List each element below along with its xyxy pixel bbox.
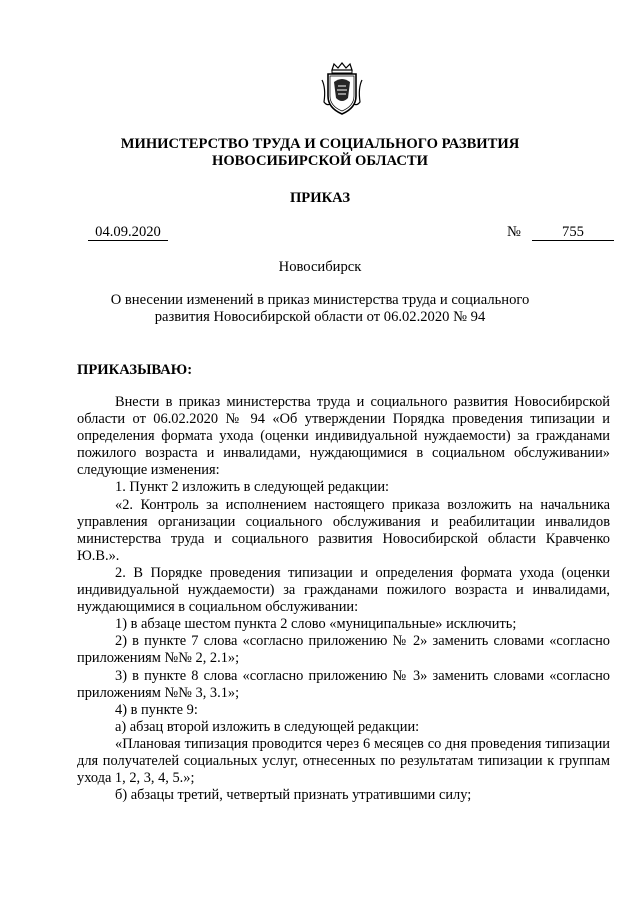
subject-line1: О внесении изменений в приказ министерства труда и социального xyxy=(110,292,530,308)
paragraph: 1. Пункт 2 изложить в следующей редакции: xyxy=(115,479,390,496)
city: Новосибирск xyxy=(278,259,362,275)
order-body xyxy=(77,394,610,804)
paragraph: 2) в пункте 7 слова «согласно приложению № 2» заменить словами «согласно приложениям №№ 2, 2.1»; xyxy=(77,633,610,667)
paragraph: 2. В Порядке проведения типизации и определения формата ухода (оценки индивидуальной нуждаемости) за гражданами пожилого возраста и инвалидами, нуждающимися в социальном обслуживании: xyxy=(77,564,610,616)
paragraph: 3) в пункте 8 слова «согласно приложению № 3» заменить словами «согласно приложениям №№ 3, 3.1»; xyxy=(77,667,610,701)
novosibirsk-coat-of-arms-icon xyxy=(320,62,364,116)
paragraph: б) абзацы третий, четвертый признать утратившими силу; xyxy=(115,787,472,804)
paragraph: «Плановая типизация проводится через 6 месяцев со дня проведения типизации для получателей социальных услуг, отнесенных по результатам типизации к группам ухода 1, 2, 3, 4, 5.»; xyxy=(77,735,610,787)
ministry-name xyxy=(0,136,640,170)
order-number: 755 xyxy=(532,224,614,241)
paragraph: Внести в приказ министерства труда и социального развития Новосибирской области от 06.02.2020 № 94 «Об утверждении Порядка проведения типизации и определения формата ухода (оценки индивидуальной нуждаемости) за гражданами пожилого возраста и инвалидами, нуждающимися в социальном обслуживании» следующие изменения: xyxy=(77,394,610,479)
order-date: 04.09.2020 xyxy=(88,224,168,241)
paragraph: 1) в абзаце шестом пункта 2 слово «муниципальные» исключить; xyxy=(115,616,517,633)
paragraph: а) абзац второй изложить в следующей редакции: xyxy=(115,718,420,735)
ministry-name-line2: НОВОСИБИРСКОЙ ОБЛАСТИ xyxy=(211,153,428,169)
order-heading: ПРИКАЗЫВАЮ: xyxy=(77,362,193,378)
paragraph: «2. Контроль за исполнением настоящего приказа возложить на начальника управления организации социального обслуживания и реабилитации инвалидов министерства труда и социального развития Новосибирской области Кравченко Ю.В.». xyxy=(77,496,610,564)
paragraph: 4) в пункте 9: xyxy=(115,701,198,718)
ministry-name-line1: МИНИСТЕРСТВО ТРУДА И СОЦИАЛЬНОГО РАЗВИТИЯ xyxy=(120,136,520,152)
number-sign: № xyxy=(507,224,521,240)
subject-line2: развития Новосибирской области от 06.02.2020 № 94 xyxy=(154,309,486,325)
order-subject xyxy=(100,292,540,326)
document-type: ПРИКАЗ xyxy=(289,190,351,206)
